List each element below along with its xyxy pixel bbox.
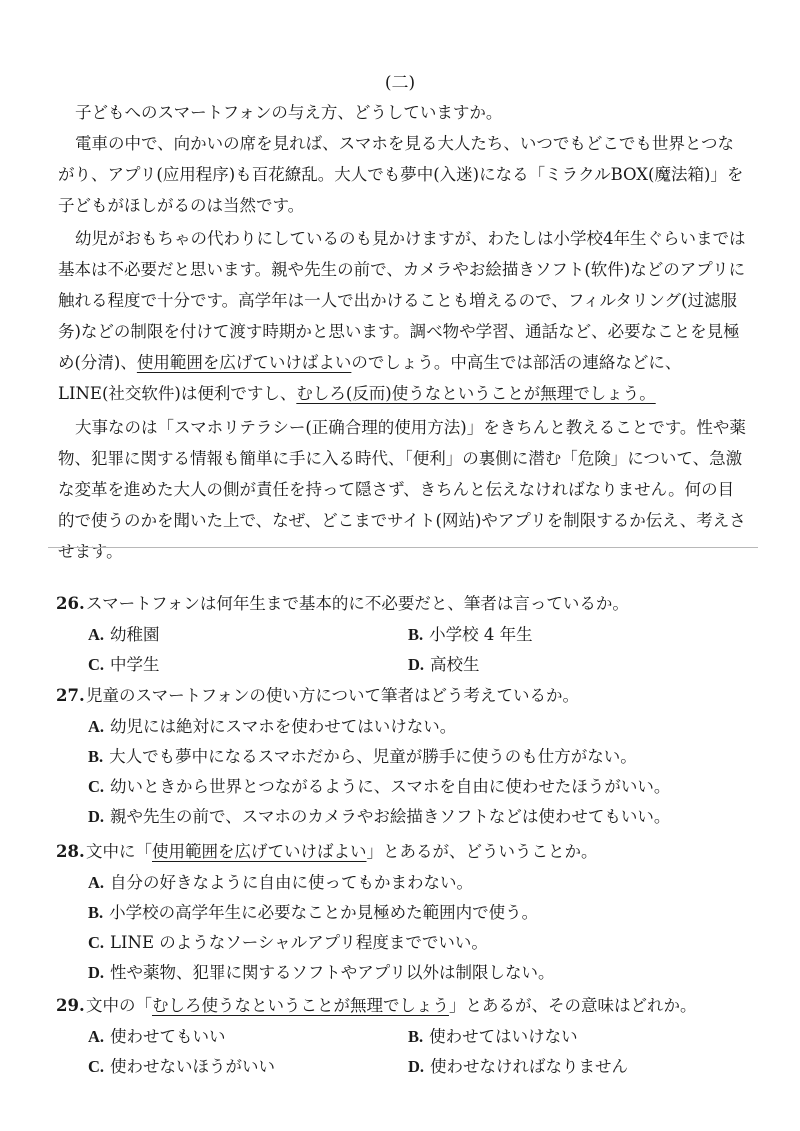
- option-b[interactable]: [408, 1022, 578, 1052]
- question-underlined-quote: 使用範囲を広げていけばよい: [152, 842, 367, 861]
- option-text: 使わせなければなりません: [430, 1057, 629, 1076]
- option-b[interactable]: [408, 620, 533, 650]
- question-26: [56, 588, 756, 680]
- option-b[interactable]: [56, 898, 756, 928]
- option-label: C.: [88, 777, 105, 796]
- option-label: A.: [88, 1027, 105, 1046]
- option-d[interactable]: [408, 650, 480, 680]
- question-stem: [56, 836, 756, 868]
- passage-paragraph-1: [58, 97, 748, 128]
- option-text: 大人でも夢中になるスマホだから、児童が勝手に使うのも仕方がない。: [109, 747, 637, 766]
- passage-text: 電車の中で、向かいの席を見れば、スマホを見る大人たち、いつでもどこでも世界とつながり、アプリ(应用程序)も百花繚乱。大人でも夢中(入迷)になる「ミラクルBOX(魔法箱)」を子どもがほしがるのは当然です。: [58, 134, 744, 215]
- underlined-phrase-1: 使用範囲を広げていけばよい: [136, 353, 352, 372]
- option-label: C.: [88, 1057, 105, 1076]
- option-text: 小学校 4 年生: [429, 625, 533, 644]
- section-title: (二): [384, 73, 416, 93]
- question-stem: [56, 680, 756, 712]
- option-text: 中学生: [110, 655, 160, 674]
- question-text: スマートフォンは何年生まで基本的に不必要だと、筆者は言っているか。: [86, 594, 629, 613]
- option-b[interactable]: [56, 742, 756, 772]
- question-27: [56, 680, 756, 832]
- underlined-phrase-2: むしろ(反而)使うなということが無理でしょう。: [296, 384, 656, 403]
- divider: [48, 547, 758, 548]
- option-text: 幼児には絶対にスマホを使わせてはいけない。: [110, 717, 457, 736]
- option-text: 使わせてはいけない: [429, 1027, 578, 1046]
- option-label: D.: [408, 1057, 425, 1076]
- question-underlined-quote: むしろ使うなということが無理でしょう: [152, 996, 449, 1015]
- passage-paragraph-2: [58, 128, 748, 221]
- question-29: [56, 990, 756, 1082]
- question-number: 27.: [56, 686, 85, 705]
- question-stem: [56, 990, 756, 1022]
- option-label: D.: [88, 807, 105, 826]
- question-number: 28.: [56, 842, 85, 861]
- question-text: 」とあるが、その意味はどれか。: [449, 996, 697, 1015]
- option-d[interactable]: [56, 958, 756, 988]
- option-row: [56, 1022, 756, 1052]
- option-a[interactable]: [56, 712, 756, 742]
- option-d[interactable]: [56, 802, 756, 832]
- option-text: LINE のようなソーシャルアプリ程度まででいい。: [110, 933, 488, 952]
- option-text: 性や薬物、犯罪に関するソフトやアプリ以外は制限しない。: [110, 963, 555, 982]
- option-label: A.: [88, 873, 105, 892]
- question-text: 文中に「: [86, 842, 152, 861]
- question-number: 29.: [56, 996, 85, 1015]
- option-a[interactable]: [88, 1022, 408, 1052]
- question-number: 26.: [56, 594, 85, 613]
- question-text: 文中の「: [86, 996, 152, 1015]
- passage-paragraph-4: [58, 412, 748, 567]
- option-text: 使わせてもいい: [110, 1027, 226, 1046]
- option-text: 幼稚園: [110, 625, 160, 644]
- question-28: [56, 836, 756, 988]
- question-stem: [56, 588, 756, 620]
- option-c[interactable]: [88, 650, 408, 680]
- option-label: B.: [408, 1027, 424, 1046]
- option-label: D.: [88, 963, 105, 982]
- passage-text: 大事なのは「スマホリテラシー(正确合理的使用方法)」をきちんと教えることです。性や薬物、犯罪に関する情報も簡単に手に入る時代、「便利」の裏側に潜む「危険」について、急激な変革を進めた大人の側が責任を持って隠さず、きちんと伝えなければなりません。何の目的で使うのかを聞いた上で、なぜ、どこまでサイト(网站)やアプリを制限するか伝え、考えさせます。: [58, 418, 746, 561]
- option-c[interactable]: [56, 928, 756, 958]
- option-text: 高校生: [430, 655, 480, 674]
- option-label: D.: [408, 655, 425, 674]
- question-text: 」とあるが、どういうことか。: [366, 842, 598, 861]
- passage-text: のでしょう。中高生では部活の連絡などに、LINE(社交软件)は便利ですし、: [58, 353, 682, 403]
- option-a[interactable]: [56, 868, 756, 898]
- option-c[interactable]: [88, 1052, 408, 1082]
- option-c[interactable]: [56, 772, 756, 802]
- option-label: C.: [88, 933, 105, 952]
- option-label: C.: [88, 655, 105, 674]
- option-row: [56, 1052, 756, 1082]
- option-label: B.: [88, 747, 104, 766]
- option-a[interactable]: [88, 620, 408, 650]
- option-text: 使わせないほうがいい: [110, 1057, 276, 1076]
- option-row: [56, 620, 756, 650]
- option-text: 自分の好きなように自由に使ってもかまわない。: [110, 873, 474, 892]
- option-d[interactable]: [408, 1052, 628, 1082]
- option-label: B.: [88, 903, 104, 922]
- option-row: [56, 650, 756, 680]
- passage-text: 幼児がおもちゃの代わりにしているのも見かけますが、わたしは小学校4年生ぐらいまでは基本は不必要だと思います。親や先生の前で、カメラやお絵描きソフト(软件)などのアプリに触れる程度で十分です。高学年は一人で出かけることも増えるので、フィルタリング(过滤服务)などの制限を付けて渡す時期かと思います。調べ物や学習、通話など、必要なことを見極め(分清)、: [58, 229, 746, 372]
- passage-text: 子どもへのスマートフォンの与え方、どうしていますか。: [75, 103, 503, 122]
- option-text: 親や先生の前で、スマホのカメラやお絵描きソフトなどは使わせてもいい。: [110, 807, 671, 826]
- option-text: 幼いときから世界とつながるように、スマホを自由に使わせたほうがいい。: [110, 777, 671, 796]
- option-text: 小学校の高学年生に必要なことか見極めた範囲内で使う。: [109, 903, 539, 922]
- option-label: B.: [408, 625, 424, 644]
- option-label: A.: [88, 625, 105, 644]
- passage-paragraph-3: [58, 223, 748, 409]
- option-label: A.: [88, 717, 105, 736]
- question-text: 児童のスマートフォンの使い方について筆者はどう考えているか。: [86, 686, 580, 705]
